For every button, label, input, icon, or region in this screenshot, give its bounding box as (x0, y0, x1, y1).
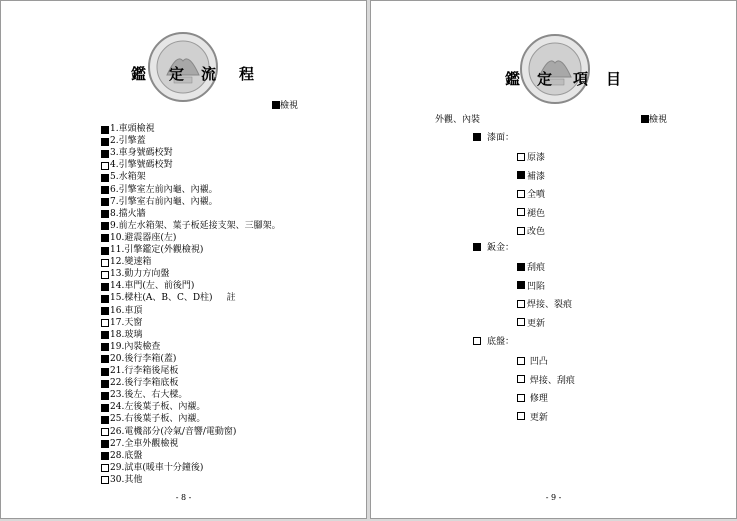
checklist-item-label: 1.車頭檢視 (110, 124, 155, 134)
checklist-item (101, 354, 176, 365)
title-char: 定 (537, 70, 553, 88)
option-label: 更新 (527, 318, 546, 329)
unchecked-box-icon[interactable] (517, 153, 525, 161)
page-title (505, 68, 625, 88)
unchecked-box-icon[interactable] (101, 464, 109, 472)
option-label: 焊接、刮痕 (527, 375, 575, 386)
checklist-item (101, 463, 203, 474)
checklist-item (101, 245, 203, 256)
option-label: 褪色 (527, 208, 546, 219)
option-label: 焊接、裂痕 (527, 300, 573, 310)
option-label: 全噴 (527, 190, 546, 200)
checklist-item (101, 136, 146, 147)
inspection-option (517, 373, 575, 386)
checklist-item (101, 390, 187, 401)
section-label: 漆面： (487, 133, 515, 143)
checked-box-icon[interactable] (101, 138, 109, 146)
unchecked-box-icon[interactable] (473, 337, 481, 345)
checked-box-icon[interactable] (517, 263, 525, 271)
subtitle: 外觀、內裝 (435, 115, 481, 125)
checked-box-icon[interactable] (101, 234, 109, 242)
unchecked-box-icon[interactable] (101, 428, 109, 436)
legend-label: 檢視 (649, 115, 668, 125)
legend (272, 98, 298, 111)
option-label: 原漆 (527, 153, 546, 163)
checklist-item (101, 293, 236, 304)
option-label: 凹陷 (527, 281, 546, 292)
checklist-item-label: 3.車身號碼校對 (110, 148, 173, 159)
checked-box-icon[interactable] (101, 355, 109, 363)
title-char: 項 (573, 70, 589, 88)
checklist-item-label: 6.引擎室左前內龜、內襯。 (110, 184, 218, 195)
section-label: 鈑金： (487, 243, 515, 253)
legend-filled-box-icon (272, 101, 280, 109)
inspection-option (517, 316, 545, 329)
option-label: 刮痕 (527, 263, 546, 273)
inspection-option (517, 150, 545, 163)
right-page (370, 0, 737, 519)
unchecked-box-icon[interactable] (517, 394, 525, 402)
left-page (0, 0, 367, 519)
unchecked-box-icon[interactable] (517, 357, 525, 365)
inspection-option (517, 187, 545, 200)
inspection-option (517, 297, 572, 310)
checklist-item-label: 22.後行李箱底板 (110, 378, 179, 389)
checklist-item-label: 12.變速箱 (110, 257, 152, 268)
checklist-item-label: 30.其他 (110, 474, 143, 485)
option-label: 改色 (527, 227, 546, 237)
checked-box-icon[interactable] (101, 440, 109, 448)
checked-box-icon[interactable] (101, 150, 109, 158)
checklist-item (101, 475, 142, 486)
inspection-section (473, 334, 514, 347)
checklist-item-label: 19.內裝檢查 (110, 341, 161, 352)
option-label: 補漆 (527, 171, 546, 182)
checklist-item (101, 427, 236, 438)
checklist-item (101, 269, 169, 280)
checklist-item-label: 23.後左、右大樑。 (110, 390, 188, 401)
checklist-item (101, 306, 142, 317)
inspection-option (517, 206, 545, 219)
checked-box-icon[interactable] (101, 126, 109, 134)
checklist-item (101, 233, 176, 244)
inspection-option (517, 260, 545, 273)
checked-box-icon[interactable] (473, 243, 481, 251)
checked-box-icon[interactable] (101, 452, 109, 460)
checklist-item-label: 21.行李箱後尾板 (110, 366, 179, 376)
checklist-item-label: 26.電機部分(冷氣/音響/電動窗) (110, 426, 237, 437)
unchecked-box-icon[interactable] (517, 300, 525, 308)
checked-box-icon[interactable] (101, 404, 109, 412)
checklist-item-label: 15.樑柱(A、B、C、D柱) (110, 293, 213, 304)
inspection-section (473, 130, 514, 143)
unchecked-box-icon[interactable] (517, 412, 525, 420)
checklist-item (101, 160, 173, 171)
checklist-item-label: 17.天窗 (110, 317, 143, 328)
unchecked-box-icon[interactable] (517, 208, 525, 216)
checked-box-icon[interactable] (101, 186, 109, 194)
checklist-item (101, 124, 155, 135)
title-char: 程 (239, 65, 255, 83)
checklist-item (101, 451, 142, 462)
checked-box-icon[interactable] (101, 247, 109, 255)
checklist-item (101, 197, 218, 208)
inspection-option (517, 354, 548, 367)
option-label: 凹凸 (527, 357, 548, 367)
checklist-item-label: 4.引擎號碼校對 (110, 160, 173, 171)
checked-box-icon[interactable] (473, 133, 481, 141)
checklist-item-label: 9.前左水箱架、葉子板延接支架、三腳架。 (110, 220, 281, 231)
checked-box-icon[interactable] (101, 210, 109, 218)
inspection-option (517, 279, 545, 292)
page-number: - 8 - (175, 493, 192, 502)
checked-box-icon[interactable] (101, 307, 109, 315)
checklist-item (101, 172, 146, 183)
checked-box-icon[interactable] (101, 392, 109, 400)
checklist-item-label: 27.全車外觀檢視 (110, 438, 179, 449)
checklist-item-label: 10.避震器座(左) (110, 232, 177, 243)
legend (641, 112, 667, 125)
checklist-item (101, 221, 281, 232)
checklist-item-label: 18.玻璃 (110, 329, 143, 340)
checked-box-icon[interactable] (101, 416, 109, 424)
inspection-option (517, 169, 545, 182)
checklist-item-label: 8.擋火牆 (110, 208, 146, 219)
checked-box-icon[interactable] (517, 171, 525, 179)
title-char: 鑑 (505, 70, 521, 88)
checklist-item (101, 439, 178, 450)
title-char: 目 (606, 70, 622, 88)
legend-filled-box-icon (641, 115, 649, 123)
checked-box-icon[interactable] (101, 380, 109, 388)
checklist-item (101, 330, 142, 341)
checklist-item (101, 402, 205, 413)
checklist-item-label: 2.引擎蓋 (110, 136, 146, 147)
checked-box-icon[interactable] (101, 198, 109, 206)
checklist-item-label: 13.動力方向盤 (110, 269, 170, 280)
checked-box-icon[interactable] (101, 283, 109, 291)
unchecked-box-icon[interactable] (517, 227, 525, 235)
checklist-item (101, 257, 151, 268)
section-label: 底盤： (487, 337, 515, 347)
unchecked-box-icon[interactable] (101, 476, 109, 484)
checklist-item-label: 20.後行李箱(蓋) (110, 353, 177, 364)
checklist-item-label: 11.引擎鑑定(外觀檢視) (110, 245, 204, 255)
checklist-item (101, 378, 178, 389)
checked-box-icon[interactable] (101, 331, 109, 339)
checklist-item (101, 414, 205, 425)
unchecked-box-icon[interactable] (517, 190, 525, 198)
page-title (131, 63, 255, 83)
checklist-item-label: 7.引擎室右前內龜、內襯。 (110, 196, 218, 207)
checklist-item (101, 342, 160, 353)
checklist-item (101, 148, 173, 159)
unchecked-box-icon[interactable] (517, 318, 525, 326)
unchecked-box-icon[interactable] (101, 162, 109, 170)
checklist-item-label: 14.車門(左、前後門) (110, 281, 195, 292)
title-char: 定 (169, 65, 185, 83)
checked-box-icon[interactable] (101, 368, 109, 376)
unchecked-box-icon[interactable] (101, 259, 109, 267)
unchecked-box-icon[interactable] (517, 375, 525, 383)
checklist-item (101, 281, 194, 292)
checklist-item-label: 16.車頂 (110, 305, 143, 316)
checklist-item-label: 5.水箱架 (110, 172, 146, 183)
option-label: 修理 (527, 394, 548, 404)
inspection-option (517, 391, 548, 404)
unchecked-box-icon[interactable] (101, 319, 109, 327)
checklist-item (101, 366, 178, 377)
checklist-item (101, 318, 142, 329)
checklist-item-note: 註 (226, 293, 236, 304)
title-char: 流 (201, 65, 217, 83)
checked-box-icon[interactable] (101, 343, 109, 351)
title-char: 鑑 (131, 65, 147, 83)
checklist-item-label: 24.左後葉子板、內襯。 (110, 402, 206, 413)
inspection-option (517, 224, 545, 237)
legend-label: 檢視 (280, 101, 299, 111)
checked-box-icon[interactable] (101, 222, 109, 230)
inspection-option (517, 410, 548, 423)
checklist-item-label: 29.試車(暖車十分鐘後) (110, 462, 204, 473)
checked-box-icon[interactable] (101, 174, 109, 182)
checked-box-icon[interactable] (517, 281, 525, 289)
checklist-item-label: 25.右後葉子板、內襯。 (110, 414, 206, 425)
page-number: - 9 - (545, 493, 562, 502)
option-label: 更新 (527, 412, 548, 423)
checklist-item (101, 185, 218, 196)
unchecked-box-icon[interactable] (101, 271, 109, 279)
checklist-item (101, 209, 146, 220)
checked-box-icon[interactable] (101, 295, 109, 303)
inspection-section (473, 240, 514, 253)
checklist-item-label: 28.底盤 (110, 450, 143, 461)
